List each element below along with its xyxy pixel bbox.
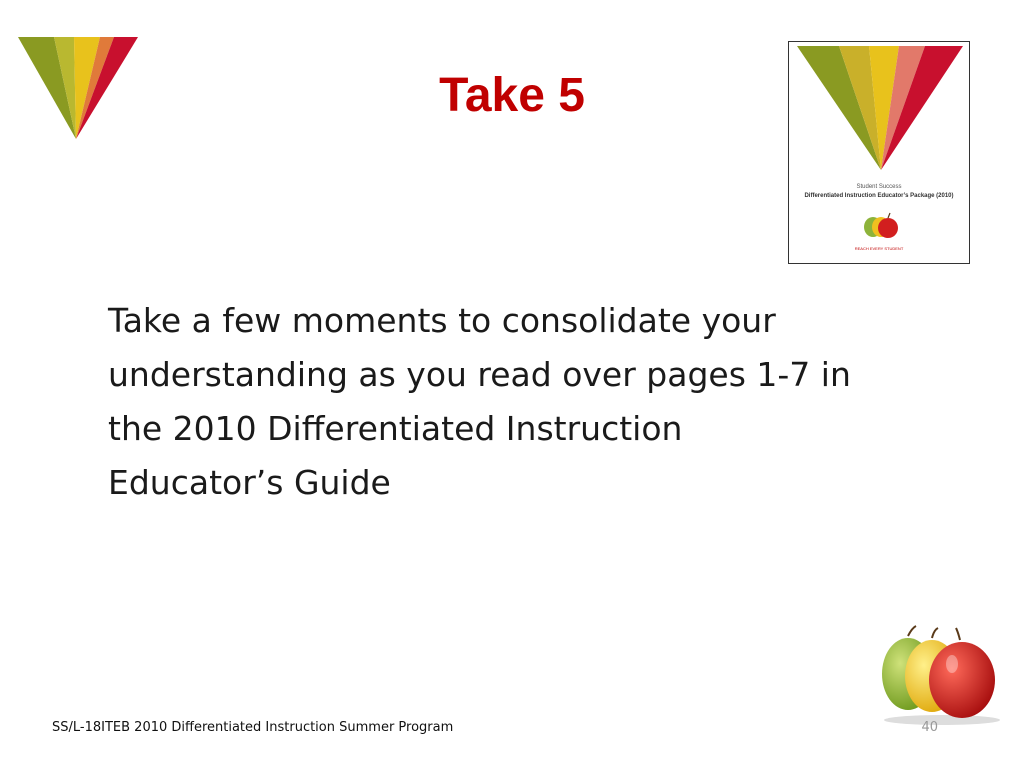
- cover-fan-icon: [795, 44, 965, 172]
- cover-tagline: REACH EVERY STUDENT: [854, 246, 904, 251]
- footer-text: SS/L-18ITEB 2010 Differentiated Instruction Summer Program: [52, 720, 454, 735]
- apples-icon: [872, 624, 1004, 726]
- cover-title: Differentiated Instruction Educator’s Package (2010): [804, 193, 954, 199]
- cover-subtitle: Student Success: [856, 184, 902, 190]
- cover-apples-icon: [861, 210, 901, 240]
- body-text: Take a few moments to consolidate your understanding as you read over pages 1-7 in the 2010 Differentiated Instruction Educator’s Guide: [108, 301, 851, 502]
- slide-title: Take 5: [439, 69, 585, 122]
- page-number: 40: [921, 720, 938, 735]
- book-cover: [788, 41, 970, 264]
